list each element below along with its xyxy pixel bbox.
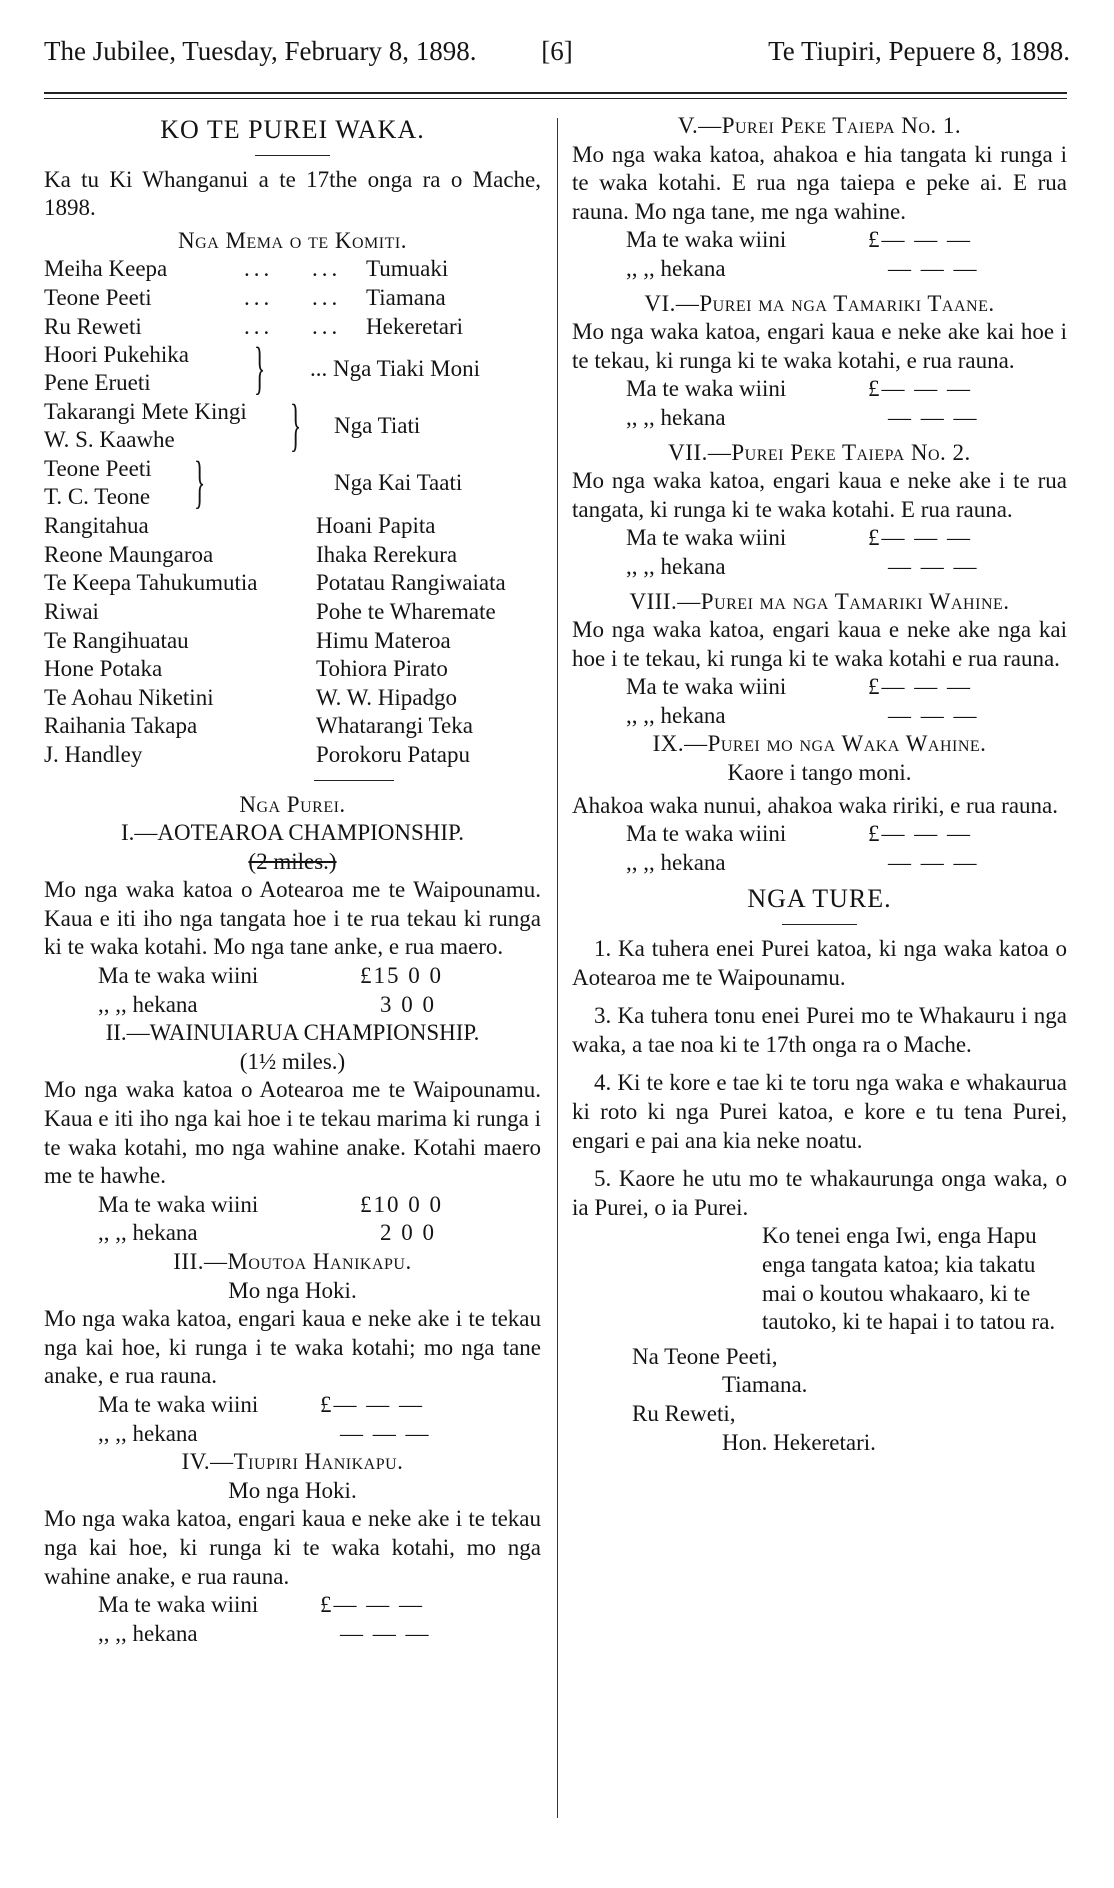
members-right-col bbox=[316, 512, 541, 769]
officer-row: Teone Peeti ... ... Tiamana bbox=[44, 284, 446, 310]
race-title: IX.—Purei mo nga Waka Wahine. bbox=[652, 731, 987, 757]
signature-title: Hon. Hekeretari. bbox=[722, 1429, 876, 1455]
prize-line: Ma te waka wiini £— — — bbox=[98, 1391, 424, 1417]
masthead-english: The Jubilee, Tuesday, February 8, 1898. bbox=[44, 36, 477, 66]
member-name: Raihania Takapa bbox=[44, 713, 198, 739]
komiti-heading: Nga Mema o te Komiti. bbox=[178, 227, 407, 253]
purei-heading: Nga Purei. bbox=[239, 791, 346, 817]
race-title: VIII.—Purei ma nga Tamariki Wahine. bbox=[629, 588, 1010, 614]
prize-line: ,, ,, hekana — — — bbox=[626, 404, 979, 430]
member-name: Whatarangi Teka bbox=[316, 713, 473, 739]
prize-line: ,, ,, hekana — — — bbox=[98, 1620, 431, 1646]
race-title: VII.—Purei Peke Taiepa No. 2. bbox=[668, 439, 971, 465]
member-name: J. Handley bbox=[44, 741, 143, 767]
column-divider bbox=[557, 118, 558, 1818]
masthead-rule-thick bbox=[44, 92, 1067, 94]
race-text: Mo nga waka katoa o Aotearoa me te Waipounamu. Kaua e iti iho nga tangata hoe i te rua tekau ki runga ki te waka kotahi. Mo nga tane anke, e rua maero. bbox=[44, 877, 541, 960]
member-name: Tohiora Pirato bbox=[316, 656, 448, 682]
rule-item: 1. Ka tuhera enei Purei katoa, ki nga waka katoa o Aotearoa me te Waipounamu. bbox=[572, 936, 1067, 990]
race-text: Mo nga waka katoa, engari kaua e neke ake nga kai hoe i te tekau, ki runga ki te waka kotahi e rua rauna. bbox=[572, 617, 1067, 671]
member-name: Te Aohau Niketini bbox=[44, 684, 214, 710]
prize-line: Ma te waka wiini £— — — bbox=[626, 821, 972, 847]
member-name: Rangitahua bbox=[44, 513, 149, 539]
race-text: Mo nga waka katoa, engari kaua e neke ake i te tekau nga kai hoe, ki runga ki te waka kotahi, mo nga wahine anake, e rua rauna. bbox=[44, 1506, 541, 1589]
member-name: Te Keepa Tahukumutia bbox=[44, 570, 258, 596]
tiati-group: Takarangi Mete Kingi W. S. Kaawhe } Nga Tiati bbox=[44, 392, 421, 458]
race-distance: (1½ miles.) bbox=[239, 1048, 346, 1074]
prize-line: Ma te waka wiini £— — — bbox=[626, 227, 972, 253]
prize-line: Ma te waka wiini £10 0 0 bbox=[98, 1191, 443, 1217]
section-rule bbox=[314, 780, 394, 781]
rule-item: 4. Ki te kore e tae ki te toru nga waka e whakaurua ki roto ki nga Purei katoa, e kore e tu tena Purei, engari e pai ana kia neke noatu. bbox=[572, 1070, 1067, 1153]
rule-item: 5. Kaore he utu mo te whakaurunga onga waka, o ia Purei, o ia Purei. bbox=[572, 1166, 1067, 1220]
closing-text: Ko tenei enga Iwi, enga Hapu enga tangata katoa; kia takatu mai o koutou whakaaro, ki te tautoko, ki te hapai i to tatou ra. bbox=[762, 1223, 1056, 1335]
prize-line: ,, ,, hekana — — — bbox=[626, 702, 979, 728]
race-title: VI.—Purei ma nga Tamariki Taane. bbox=[644, 290, 995, 316]
member-name: Porokoru Patapu bbox=[316, 741, 470, 767]
race-text: Mo nga waka katoa, engari kaua e neke ake kai hoe i te tekau, ki runga ki te waka kotahi, e rua rauna. bbox=[572, 319, 1067, 373]
prize-line: ,, ,, hekana 2 0 0 bbox=[98, 1220, 436, 1246]
rules-heading: NGA TURE. bbox=[747, 884, 892, 914]
left-column bbox=[44, 112, 541, 1648]
right-column bbox=[572, 112, 1067, 1457]
prize-line: Ma te waka wiini £— — — bbox=[626, 525, 972, 551]
member-name: Ihaka Rerekura bbox=[316, 541, 458, 567]
race-text: Mo nga waka katoa o Aotearoa me te Waipounamu. Kaua e iti iho nga kai hoe i te tekau marima ki runga i te waka kotahi, mo nga wahine anake. Kotahi maero me te hawhe. bbox=[44, 1077, 541, 1189]
race-title: I.—AOTEAROA CHAMPIONSHIP. bbox=[120, 820, 465, 846]
member-name: Te Rangihuatau bbox=[44, 627, 189, 653]
prize-line: ,, ,, hekana — — — bbox=[626, 553, 979, 579]
prize-line: ,, ,, hekana — — — bbox=[98, 1420, 431, 1446]
prize-line: Ma te waka wiini £15 0 0 bbox=[98, 963, 443, 989]
tiaki-group: Hoori Pukehika Pene Erueti } ... Nga Tiaki Moni bbox=[44, 335, 480, 401]
race-subtitle: Kaore i tango moni. bbox=[727, 760, 912, 786]
member-name: Himu Materoa bbox=[316, 627, 451, 653]
race-text: Mo nga waka katoa, engari kaua e neke ake i te tekau nga kai hoe, ki runga i te waka kotahi; mo nga tane anake, e rua rauna. bbox=[44, 1306, 541, 1389]
members-left-col bbox=[44, 512, 316, 769]
intro-text: Ka tu Ki Whanganui a te 17the onga ra o Mache, 1898. bbox=[44, 166, 541, 221]
race-title: IV.—Tiupiri Hanikapu. bbox=[181, 1449, 404, 1475]
race-title: III.—Moutoa Hanikapu. bbox=[173, 1249, 412, 1274]
rule-item: 3. Ka tuhera tonu enei Purei mo te Whakauru i nga waka, a tae noa ki te 17th onga ra o Mache. bbox=[572, 1003, 1067, 1057]
article-title: KO TE PUREI WAKA. bbox=[160, 115, 425, 144]
prize-line: ,, ,, hekana — — — bbox=[626, 849, 979, 875]
page-number: [6] bbox=[541, 36, 573, 66]
officer-row: Meiha Keepa ... ... Tumuaki bbox=[44, 256, 449, 282]
race-distance: (2 miles.) bbox=[248, 848, 337, 874]
taati-group: Teone Peeti T. C. Teone } Nga Kai Taati bbox=[44, 449, 463, 515]
masthead-rule-thin bbox=[44, 98, 1067, 99]
member-name: Reone Maungaroa bbox=[44, 541, 214, 567]
member-name: Hone Potaka bbox=[44, 656, 163, 682]
race-subtitle: Mo nga Hoki. bbox=[228, 1277, 357, 1303]
race-text: Mo nga waka katoa, ahakoa e hia tangata ki runga i te waka kotahi. E rua nga taiepa e peke ai. E rua rauna. Mo nga tane, me nga wahine. bbox=[572, 141, 1067, 224]
race-subtitle: Mo nga Hoki. bbox=[228, 1477, 357, 1503]
member-name: Pohe te Wharemate bbox=[316, 598, 496, 624]
title-rule bbox=[255, 155, 330, 156]
race-title: II.—WAINUIARUA CHAMPIONSHIP. bbox=[105, 1020, 480, 1046]
race-title: V.—Purei Peke Taiepa No. 1. bbox=[677, 113, 962, 138]
prize-line: ,, ,, hekana 3 0 0 bbox=[98, 991, 436, 1017]
signature-title: Tiamana. bbox=[722, 1372, 808, 1398]
masthead-maori: Te Tiupiri, Pepuere 8, 1898. bbox=[768, 36, 1070, 66]
officer-row: Ru Reweti ... ... Hekeretari bbox=[44, 313, 464, 339]
prize-line: Ma te waka wiini £— — — bbox=[98, 1592, 424, 1618]
masthead bbox=[44, 36, 1070, 76]
race-text: Ahakoa waka nunui, ahakoa waka ririki, e rua rauna. bbox=[572, 792, 1058, 818]
brace-icon: } bbox=[290, 392, 302, 458]
rules-rule bbox=[782, 924, 857, 925]
brace-icon: } bbox=[194, 449, 206, 515]
signature-name: Na Teone Peeti, bbox=[632, 1343, 778, 1369]
member-name: Riwai bbox=[44, 598, 99, 624]
member-name: Hoani Papita bbox=[316, 513, 436, 539]
member-name: W. W. Hipadgo bbox=[316, 684, 457, 710]
member-name: Potatau Rangiwaiata bbox=[316, 570, 506, 596]
signature-name: Ru Reweti, bbox=[632, 1400, 736, 1426]
prize-line: Ma te waka wiini £— — — bbox=[626, 376, 972, 402]
prize-line: Ma te waka wiini £— — — bbox=[626, 674, 972, 700]
brace-icon: } bbox=[254, 335, 266, 401]
race-text: Mo nga waka katoa, engari kaua e neke ake i te rua tangata, ki runga ki te waka kotahi. E rua rauna. bbox=[572, 468, 1067, 522]
members-list bbox=[44, 512, 541, 769]
prize-line: ,, ,, hekana — — — bbox=[626, 255, 979, 281]
